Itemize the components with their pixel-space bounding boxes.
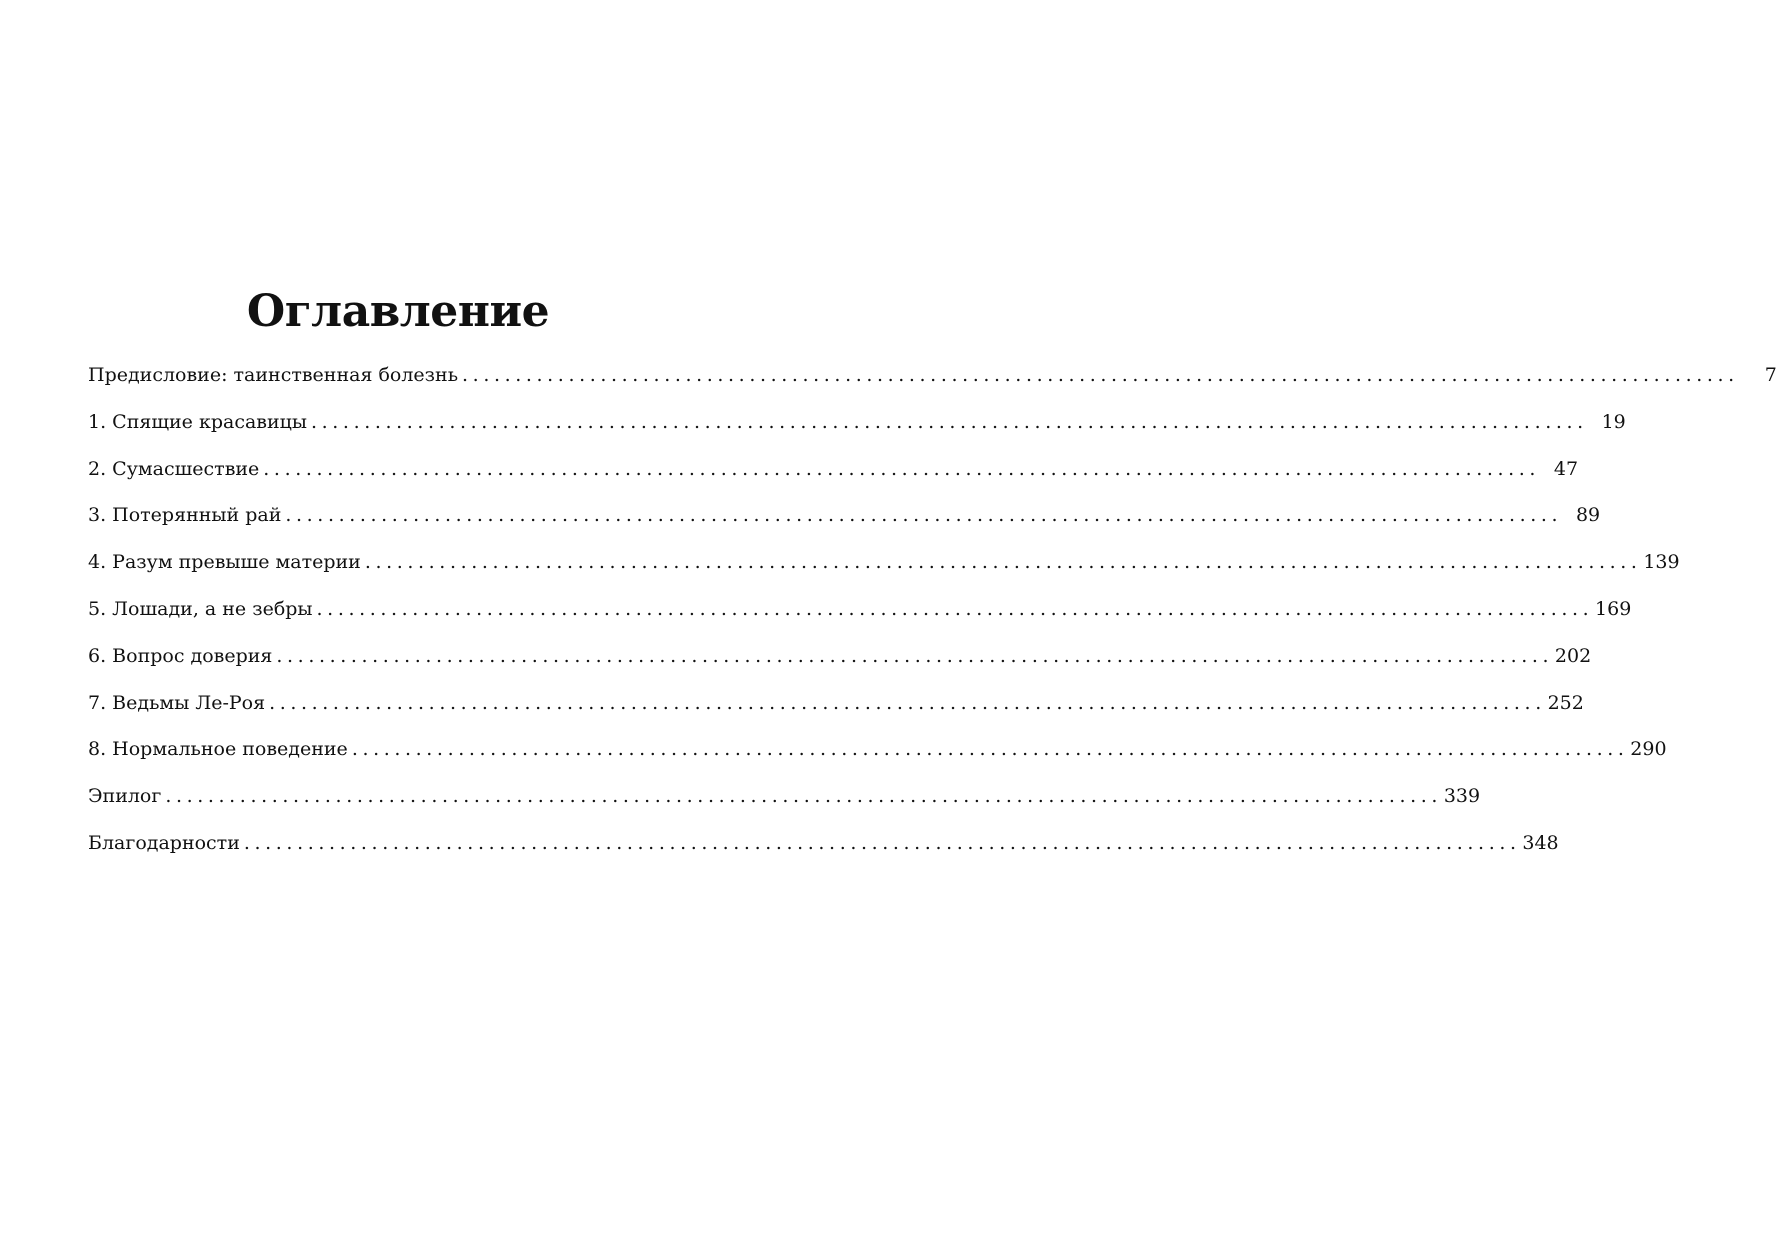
toc-page-number: 202 bbox=[1554, 644, 1592, 667]
toc-leader-dots: ........................................................................................................................ bbox=[311, 410, 1588, 433]
toc-entry-title: 8. Нормальное поведение bbox=[88, 738, 348, 761]
page-title: Оглавление bbox=[246, 286, 550, 337]
toc-entry-title: 5. Лошади, а не зебры bbox=[88, 597, 313, 620]
toc-entry-title: Эпилог bbox=[88, 785, 162, 808]
toc-leader-dots: ........................................................................................................................ bbox=[462, 364, 1739, 386]
toc-page-number: 19 bbox=[1601, 410, 1626, 433]
toc-list bbox=[88, 352, 1777, 867]
toc-entry bbox=[88, 820, 1559, 867]
toc-entry-title: 6. Вопрос доверия bbox=[88, 644, 273, 667]
toc-leader-dots: ........................................................................................................................ bbox=[316, 597, 1594, 620]
toc-entry bbox=[88, 539, 1680, 586]
toc-entry bbox=[88, 399, 1626, 446]
toc-entry-title: 4. Разум превыше материи bbox=[88, 551, 361, 574]
toc-page-number: 47 bbox=[1553, 457, 1579, 480]
toc-page-number: 139 bbox=[1643, 551, 1680, 574]
toc-entry bbox=[88, 352, 1777, 399]
toc-page-number: 339 bbox=[1443, 785, 1481, 808]
toc-entry bbox=[88, 492, 1601, 539]
toc-entry bbox=[88, 586, 1632, 633]
toc-entry-title: Предисловие: таинственная болезнь bbox=[88, 364, 459, 386]
toc-leader-dots: ........................................................................................................................ bbox=[243, 831, 1521, 854]
toc-leader-dots: ........................................................................................................................ bbox=[364, 551, 1642, 574]
toc-leader-dots: ........................................................................................................................ bbox=[285, 504, 1563, 527]
toc-leader-dots: ........................................................................................................................ bbox=[351, 738, 1629, 761]
toc-entry-title: 1. Спящие красавицы bbox=[88, 410, 308, 433]
toc-entry bbox=[88, 680, 1584, 727]
toc-entry bbox=[88, 633, 1592, 680]
toc-entry-title: 2. Сумасшествие bbox=[88, 457, 260, 480]
toc-page-number: 252 bbox=[1547, 691, 1584, 714]
toc-page-number: 169 bbox=[1595, 597, 1632, 620]
toc-leader-dots: ........................................................................................................................ bbox=[276, 644, 1554, 667]
toc-leader-dots: ........................................................................................................................ bbox=[165, 785, 1443, 808]
toc-entry-title: 3. Потерянный рай bbox=[88, 504, 282, 527]
toc-entry bbox=[88, 773, 1481, 820]
toc-page-number: 348 bbox=[1522, 831, 1559, 854]
toc-entry bbox=[88, 726, 1667, 773]
toc-leader-dots: ........................................................................................................................ bbox=[263, 457, 1541, 480]
toc-page-number: 7 bbox=[1764, 364, 1777, 386]
toc-entry bbox=[88, 446, 1579, 493]
toc-entry-title: 7. Ведьмы Ле-Роя bbox=[88, 691, 266, 714]
toc-page-number: 290 bbox=[1630, 738, 1667, 761]
toc-page-number: 89 bbox=[1575, 504, 1601, 527]
toc-entry-title: Благодарности bbox=[88, 831, 240, 854]
toc-leader-dots: ........................................................................................................................ bbox=[269, 691, 1546, 714]
